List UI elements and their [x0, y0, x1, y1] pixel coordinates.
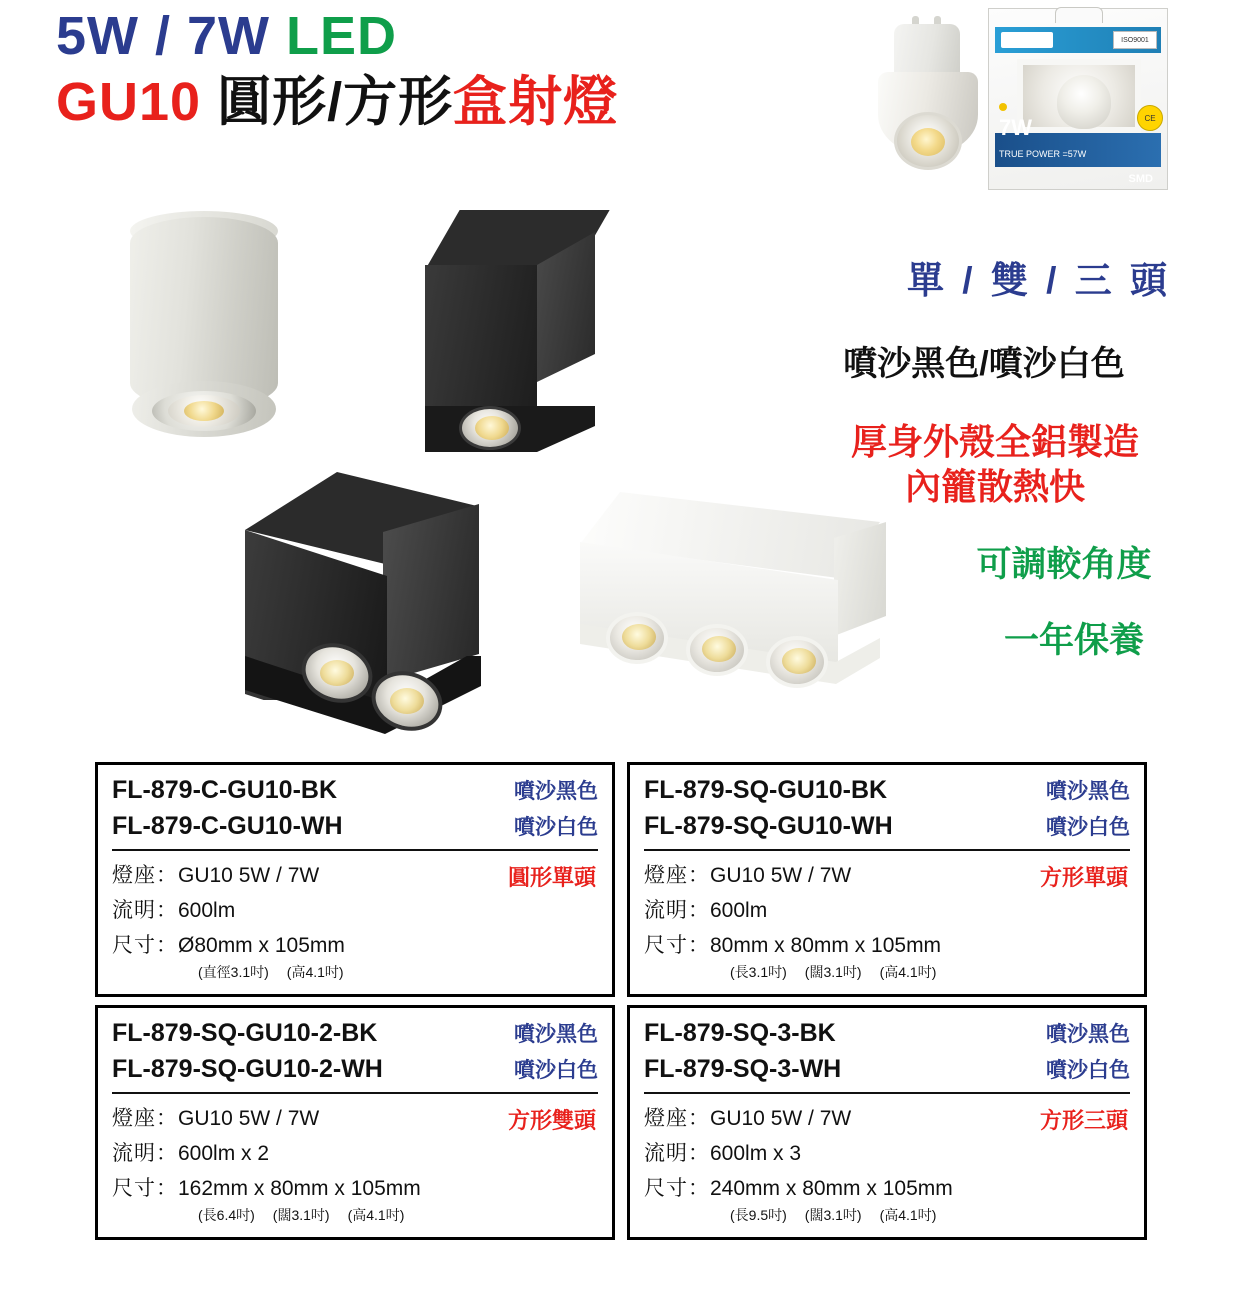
spec-details	[112, 1102, 598, 1225]
feature-aluminium-line2: 內籠散熱快	[904, 466, 1085, 507]
spec-size-notes	[644, 962, 1130, 982]
product-round-single-image	[118, 205, 290, 455]
divider	[112, 1092, 598, 1094]
ce-badge: CE	[1137, 105, 1163, 131]
table-row	[112, 775, 598, 805]
spec-socket-label: 燈座：	[112, 1107, 178, 1130]
package-window-bulb	[1057, 75, 1111, 129]
square-single-face	[425, 265, 537, 415]
model-code-white: FL-879-SQ-GU10-WH	[644, 812, 893, 840]
feature-aluminium-line1: 厚身外殼全鋁製造	[850, 421, 1139, 462]
spec-lumen-value: 600lm x 3	[710, 1142, 802, 1165]
spec-size	[644, 929, 1130, 959]
spec-details	[644, 859, 1130, 982]
title-led: LED	[286, 6, 398, 66]
finish-black-label: 噴沙黑色	[514, 780, 598, 803]
title-wattage: 5W / 7W	[56, 6, 287, 66]
spec-lumen-label: 流明：	[112, 899, 178, 922]
spec-card-square-triple	[627, 1005, 1147, 1240]
title-line-2	[56, 71, 618, 133]
model-code-white: FL-879-SQ-GU10-2-WH	[112, 1055, 383, 1083]
table-row	[644, 811, 1130, 841]
size-note: (闊3.1吋)	[804, 1207, 862, 1223]
bulb-cob-chip	[911, 128, 945, 156]
spec-lumen-label: 流明：	[112, 1142, 178, 1165]
square-triple-cob-1	[622, 624, 656, 650]
spec-socket-value: GU10 5W / 7W	[710, 1107, 852, 1130]
spec-card-grid	[95, 762, 1147, 1240]
spec-size-notes	[112, 1205, 598, 1225]
spec-lumen-label: 流明：	[644, 1142, 710, 1165]
spec-socket-label: 燈座：	[112, 864, 178, 887]
size-note: (高4.1吋)	[879, 964, 937, 980]
spec-size-value: Ø80mm x 105mm	[178, 934, 345, 957]
feature-warranty: 一年保養	[1003, 621, 1144, 660]
size-note: (闊3.1吋)	[272, 1207, 330, 1223]
spec-lumen	[644, 1137, 1130, 1167]
spec-socket-label: 燈座：	[644, 864, 710, 887]
spec-lumen-value: 600lm x 2	[178, 1142, 270, 1165]
spec-socket-value: GU10 5W / 7W	[178, 864, 320, 887]
square-single-cob-chip	[475, 416, 509, 440]
spec-size-notes	[112, 962, 598, 982]
table-row	[112, 811, 598, 841]
size-note: (直徑3.1吋)	[198, 964, 269, 980]
product-square-double-image	[245, 460, 545, 760]
title-gu10: GU10	[56, 71, 218, 132]
shape-tag: 圓形單頭	[507, 865, 596, 890]
shape-tag: 方形三頭	[1039, 1108, 1128, 1133]
finish-white-label: 噴沙白色	[514, 1059, 598, 1082]
bulb-base	[894, 24, 960, 78]
spec-size	[644, 1172, 1130, 1202]
spec-size-value: 162mm x 80mm x 105mm	[178, 1177, 421, 1200]
package-hang-tab	[1055, 7, 1103, 23]
table-row	[644, 775, 1130, 805]
retail-package-photo	[988, 8, 1168, 190]
finish-black-label: 噴沙黑色	[1046, 780, 1130, 803]
iso-badge: ISO9001	[1113, 31, 1157, 49]
page-title	[56, 8, 618, 133]
spec-card-round-single	[95, 762, 615, 997]
feature-finish-options: 噴沙黑色/噴沙白色	[843, 345, 1125, 383]
package-wattage-label: 7W	[999, 115, 1032, 140]
finish-black-label: 噴沙黑色	[1046, 1023, 1130, 1046]
title-line-1	[56, 8, 618, 65]
model-code-white: FL-879-SQ-3-WH	[644, 1055, 842, 1083]
model-code-black: FL-879-C-GU10-BK	[112, 776, 338, 804]
size-note: (高4.1吋)	[879, 1207, 937, 1223]
product-square-single-image	[425, 210, 620, 465]
finish-black-label: 噴沙黑色	[514, 1023, 598, 1046]
spec-details	[644, 1102, 1130, 1225]
spec-socket-label: 燈座：	[644, 1107, 710, 1130]
model-code-black: FL-879-SQ-3-BK	[644, 1019, 836, 1047]
spec-size-value: 80mm x 80mm x 105mm	[710, 934, 942, 957]
package-brand-strip	[1001, 32, 1053, 48]
spec-lumen-label: 流明：	[644, 899, 710, 922]
package-window	[1017, 59, 1141, 133]
spec-lumen	[112, 1137, 598, 1167]
size-note: (長3.1吋)	[730, 964, 787, 980]
finish-white-label: 噴沙白色	[514, 816, 598, 839]
size-note: (長9.5吋)	[730, 1207, 787, 1223]
spec-size	[112, 1172, 598, 1202]
package-smd-label: SMD	[1128, 173, 1153, 185]
shape-tag: 方形雙頭	[507, 1108, 596, 1133]
feature-aluminium-body	[776, 419, 1214, 509]
square-double-cob-2	[390, 688, 424, 714]
spec-size-label: 尺寸：	[644, 934, 710, 957]
shape-tag: 方形單頭	[1039, 865, 1128, 890]
spec-size-label: 尺寸：	[112, 1177, 178, 1200]
gu10-bulb-photo	[872, 24, 984, 184]
feature-adjustable-angle: 可調較角度	[976, 545, 1152, 584]
finish-white-label: 噴沙白色	[1046, 1059, 1130, 1082]
spec-lumen-value: 600lm	[710, 899, 768, 922]
spec-lumen	[644, 894, 1130, 924]
finish-white-label: 噴沙白色	[1046, 816, 1130, 839]
divider	[644, 849, 1130, 851]
table-row	[112, 1018, 598, 1048]
spec-card-square-double	[95, 1005, 615, 1240]
spec-socket-value: GU10 5W / 7W	[178, 1107, 320, 1130]
spec-lumen-value: 600lm	[178, 899, 236, 922]
spec-lumen	[112, 894, 598, 924]
round-cob-chip	[184, 401, 224, 421]
package-truepower-label: TRUE POWER =57W	[999, 149, 1087, 159]
table-row	[644, 1054, 1130, 1084]
spec-size-value: 240mm x 80mm x 105mm	[710, 1177, 953, 1200]
title-shapes: 圓形/方形	[217, 71, 454, 132]
spec-details	[112, 859, 598, 982]
spec-card-square-single	[627, 762, 1147, 997]
size-note: (高4.1吋)	[286, 964, 344, 980]
size-note: (長6.4吋)	[198, 1207, 255, 1223]
spec-size-label: 尺寸：	[112, 934, 178, 957]
size-note: (高4.1吋)	[347, 1207, 405, 1223]
feature-list	[744, 250, 1214, 663]
size-note: (闊3.1吋)	[804, 964, 862, 980]
square-triple-cob-2	[702, 636, 736, 662]
spec-size-notes	[644, 1205, 1130, 1225]
model-code-black: FL-879-SQ-GU10-2-BK	[112, 1019, 378, 1047]
divider	[112, 849, 598, 851]
model-code-black: FL-879-SQ-GU10-BK	[644, 776, 888, 804]
table-row	[112, 1054, 598, 1084]
square-double-cob-1	[320, 660, 354, 686]
table-row	[644, 1018, 1130, 1048]
model-code-white: FL-879-C-GU10-WH	[112, 812, 343, 840]
title-product: 盒射燈	[453, 71, 619, 132]
feature-head-count: 單 / 雙 / 三 頭	[907, 260, 1171, 301]
spec-socket-value: GU10 5W / 7W	[710, 864, 852, 887]
spec-size-label: 尺寸：	[644, 1177, 710, 1200]
spec-size	[112, 929, 598, 959]
divider	[644, 1092, 1130, 1094]
